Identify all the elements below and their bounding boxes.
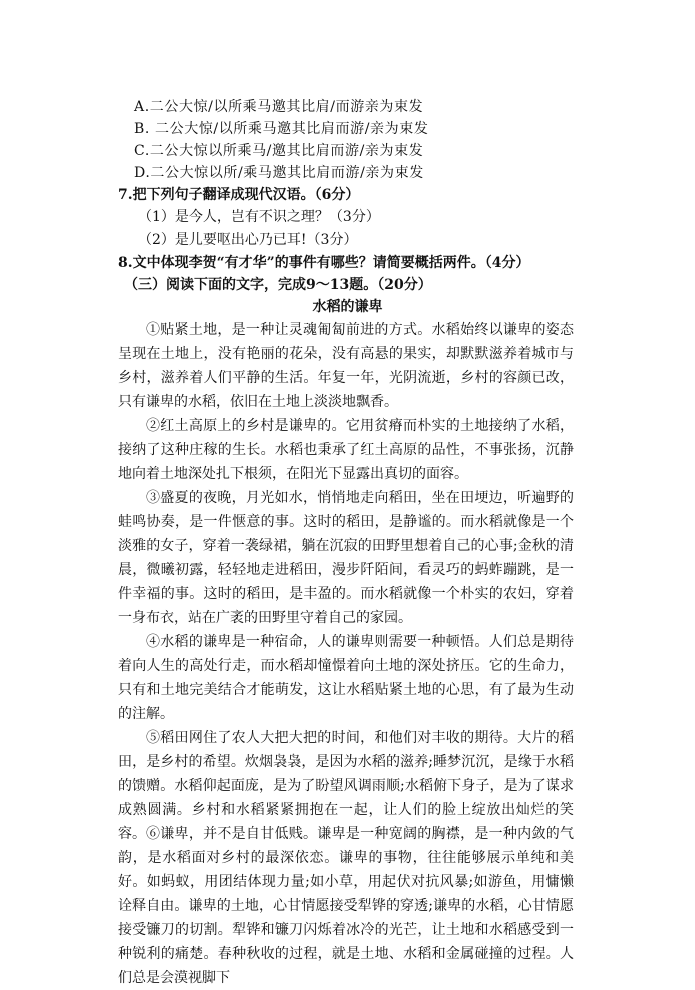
question-7-item-2: （2）是儿要呕出心乃已耳!（3分）	[138, 232, 358, 248]
option-c: C.二公大惊以所乘马/邀其比肩而游/亲为束发	[134, 143, 424, 159]
paragraph-3: ③盛夏的夜晚，月光如水，悄悄地走向稻田，坐在田埂边，听遍野的蛙鸣协奏，是一件惬意的事。这时的稻田，是静谧的。而水稻就像是一个淡雅的女子，穿着一袭绿裙，躺在沉寂的田野里想着自己的心事;金秋的清晨，微曦初露，轻轻地走进稻田，漫步阡陌间，看灵巧的蚂蚱蹦跳，是一件幸福的事。这时的稻田，是丰盈的。而水稻就像一个朴实的农妇，穿着一身布衣，站在广袤的田野里守着自己的家园。	[118, 490, 574, 626]
paragraph-6: ⑥谦卑，并不是自甘低贱。谦卑是一种宽阔的胸襟，是一种内敛的气韵，是水稻面对乡村的最深依恋。谦卑的事物，往往能够展示单纯和美好。如蚂蚁，用团结体现力量;如小草，用起伏对抗风暴;如游鱼，用慵懒诠释自由。谦卑的土地，心甘情愿接受犁铧的穿透;谦卑的水稻，心甘情愿接受镰刀的切割。犁铧和镰刀闪烁着冰冷的光芒，让土地和水稻感受到一种锐利的痛楚。春种秋收的过程，就是土地、水稻和金属碰撞的过程。人们总是会漠视脚下	[118, 826, 574, 986]
option-a: A.二公大惊/以所乘马邀其比肩/而游亲为束发	[134, 99, 424, 115]
question-7-item-1: （1）是今人，岂有不识之理？（3分）	[138, 209, 380, 225]
paragraph-5: ⑤稻田网住了农人大把大把的时间，和他们对丰收的期待。大片的稻田，是乡村的希望。炊烟袅袅，是因为水稻的滋养;睡梦沉沉，是缘于水稻的馈赠。水稻仰起面庞，是为了盼望风调雨顺;水稻俯下身子，是为了谋求成熟圆满。乡村和水稻紧紧拥抱在一起，让人们的脸上绽放出灿烂的笑容。	[118, 730, 574, 842]
question-7-title: 7.把下列句子翻译成现代汉语。（6分）	[118, 187, 360, 203]
paragraph-1: ①贴紧土地，是一种让灵魂匍匐前进的方式。水稻始终以谦卑的姿态呈现在土地上，没有艳丽的花朵，没有高悬的果实，却默默滋养着城市与乡村，滋养着人们平静的生活。年复一年，光阴流逝，乡村的容颜已改，只有谦卑的水稻，依旧在土地上淡淡地飘香。	[118, 322, 574, 410]
option-b: B. 二公大惊/以所乘马邀其比肩而游/亲为束发	[134, 121, 429, 137]
question-8-title: 8.文中体现李贺“有才华”的事件有哪些？请简要概括两件。（4分）	[118, 255, 530, 271]
paragraph-4: ④水稻的谦卑是一种宿命，人的谦卑则需要一种顿悟。人们总是期待着向人生的高处行走，而水稻却憧憬着向土地的深处挤压。它的生命力，只有和土地完美结合才能萌发，这让水稻贴紧土地的心思，有了最为生动的注解。	[118, 634, 574, 722]
section-heading: （三）阅读下面的文字，完成9～13题。（20分）	[124, 277, 432, 293]
option-d: D.二公大惊以所/乘马邀其比肩而游/亲为束发	[134, 165, 424, 181]
article-title: 水稻的谦卑	[312, 299, 383, 315]
paragraph-2: ②红土高原上的乡村是谦卑的。它用贫瘠而朴实的土地接纳了水稻，接纳了这种庄稼的生长。水稻也秉承了红土高原的品性，不事张扬，沉静地向着土地深处扎下根须，在阳光下显露出真切的面容。	[118, 418, 574, 482]
